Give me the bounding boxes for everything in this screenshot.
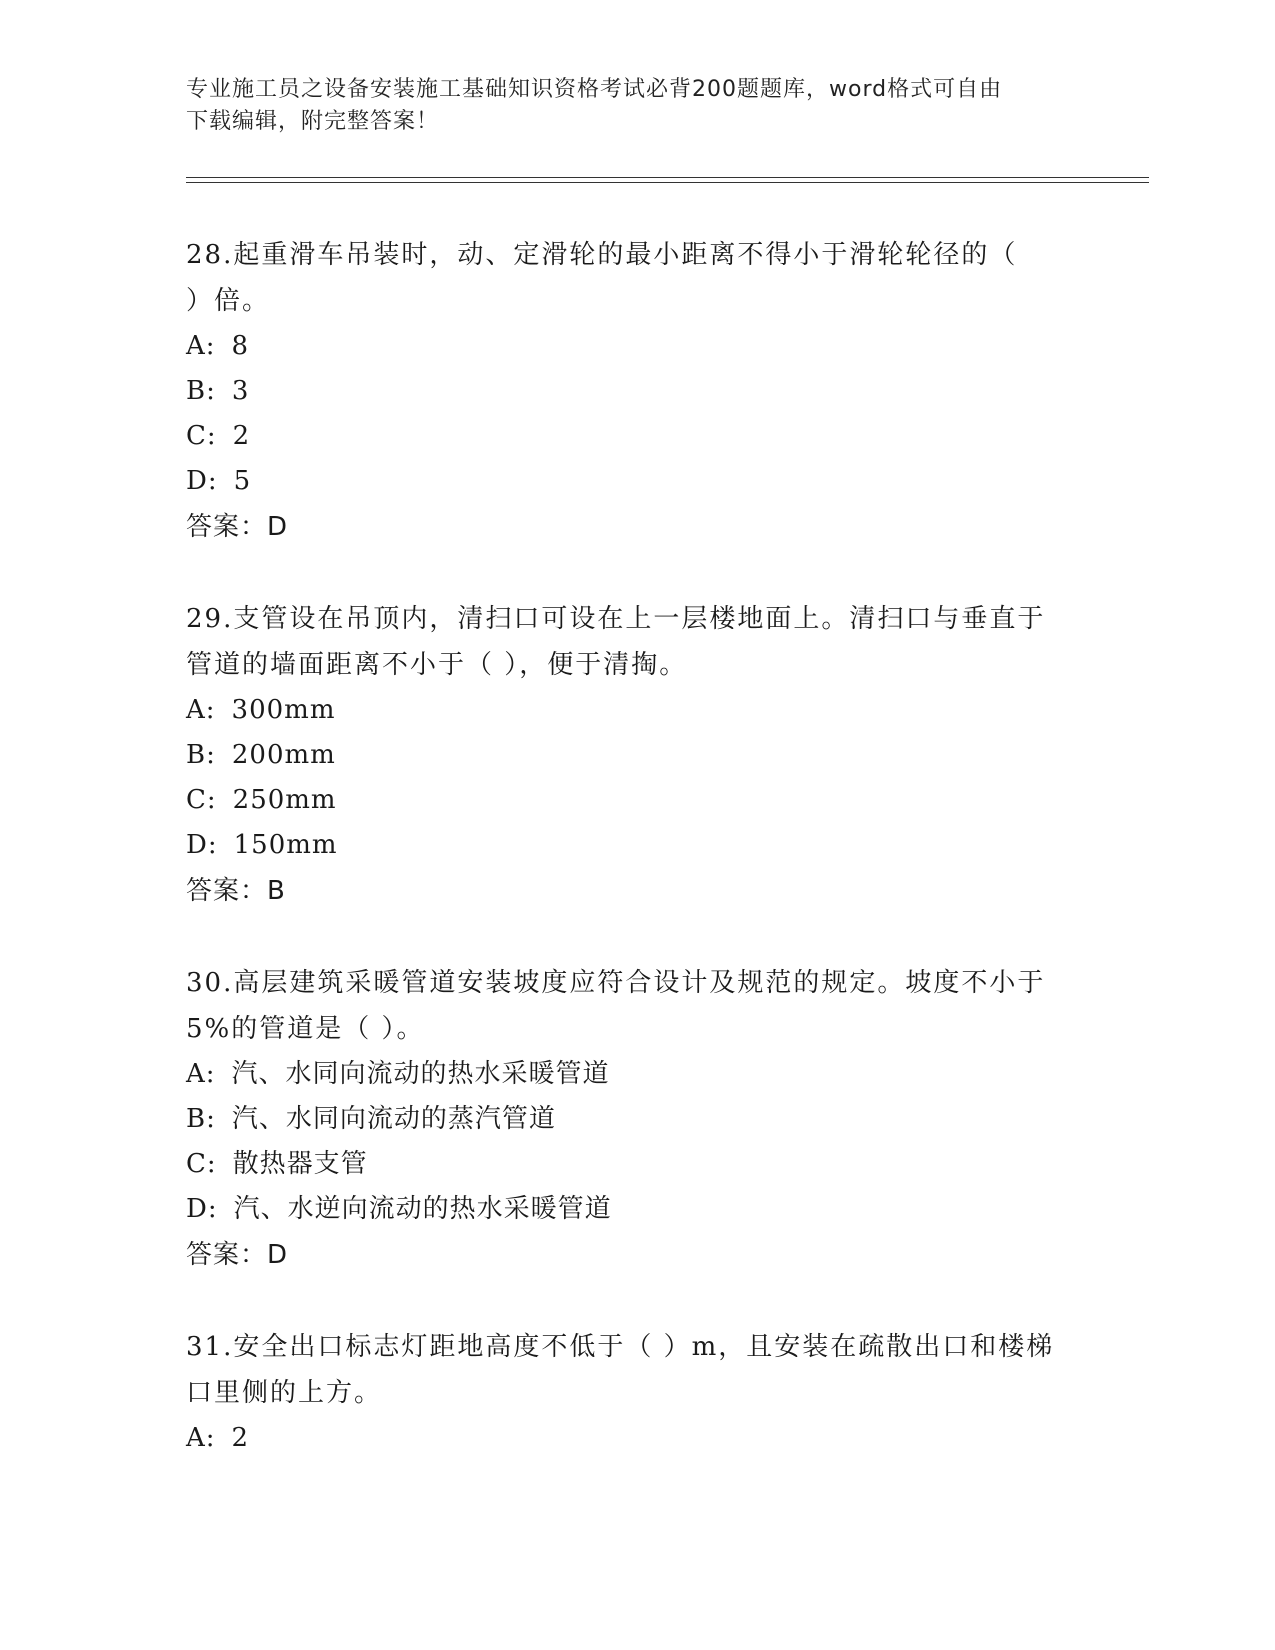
- option-value: 5: [233, 466, 252, 496]
- option-value: 200mm: [231, 740, 336, 770]
- option-value: 汽、水同向流动的热水采暖管道: [231, 1059, 610, 1089]
- question-30: [186, 960, 1086, 1278]
- option-value: 250mm: [232, 785, 337, 815]
- question-text: [186, 960, 1086, 1052]
- document-header: [186, 74, 1066, 138]
- option-letter: D:: [186, 1194, 218, 1224]
- answer-line: 答案：B: [186, 876, 286, 906]
- header-line-1: 专业施工员之设备安装施工基础知识资格考试必背200题题库，word格式可自由: [186, 77, 1003, 102]
- question-number: 29.: [186, 604, 234, 634]
- question-number: 30.: [186, 968, 234, 998]
- option-d: [186, 1187, 1086, 1232]
- question-text-line-2: 管道的墙面距离不小于（ ），便于清掏。: [186, 650, 688, 680]
- option-letter: B:: [186, 740, 216, 770]
- question-text-line-1: 支管设在吊顶内，清扫口可设在上一层楼地面上。清扫口与垂直于: [233, 604, 1046, 634]
- option-c: [186, 778, 1086, 823]
- option-letter: D:: [186, 830, 218, 860]
- question-text: [186, 232, 1086, 324]
- option-d: [186, 823, 1086, 868]
- header-divider-bottom: [186, 182, 1149, 183]
- option-letter: B:: [186, 376, 216, 406]
- option-c: [186, 414, 1086, 459]
- option-value: 150mm: [233, 830, 338, 860]
- question-text-line-2: 口里侧的上方。: [186, 1378, 383, 1408]
- question-28: [186, 232, 1086, 550]
- option-b: [186, 369, 1086, 414]
- header-line-2: 下载编辑，附完整答案！: [186, 109, 440, 134]
- option-value: 2: [232, 421, 251, 451]
- option-value: 汽、水逆向流动的热水采暖管道: [233, 1194, 612, 1224]
- option-c: [186, 1142, 1086, 1187]
- option-value: 8: [231, 331, 250, 361]
- option-d: [186, 459, 1086, 504]
- question-text: [186, 1324, 1086, 1416]
- option-value: 3: [231, 376, 250, 406]
- option-b: [186, 1097, 1086, 1142]
- question-text-line-1: 安全出口标志灯距地高度不低于（ ）m，且安装在疏散出口和楼梯: [233, 1332, 1055, 1362]
- option-letter: C:: [186, 421, 217, 451]
- answer-line: 答案：D: [186, 1240, 289, 1270]
- option-value: 散热器支管: [232, 1149, 368, 1179]
- option-letter: A:: [186, 331, 216, 361]
- question-29: [186, 596, 1086, 914]
- option-a: [186, 1416, 1086, 1461]
- option-letter: A:: [186, 1423, 216, 1453]
- question-number: 31.: [186, 1332, 234, 1362]
- answer-line: 答案：D: [186, 512, 289, 542]
- question-text-line-2: ）倍。: [186, 286, 271, 316]
- option-letter: A:: [186, 1059, 216, 1089]
- option-a: [186, 324, 1086, 369]
- option-letter: B:: [186, 1104, 216, 1134]
- question-text: [186, 596, 1086, 688]
- option-b: [186, 733, 1086, 778]
- option-value: 300mm: [231, 695, 336, 725]
- question-text-line-1: 起重滑车吊装时，动、定滑轮的最小距离不得小于滑轮轮径的（: [233, 240, 1018, 270]
- option-letter: D:: [186, 466, 218, 496]
- question-text-line-2: 5%的管道是（ ）。: [186, 1014, 425, 1044]
- question-31: [186, 1324, 1086, 1461]
- option-letter: A:: [186, 695, 216, 725]
- option-a: [186, 1052, 1086, 1097]
- header-divider-top: [186, 177, 1149, 178]
- option-value: 2: [231, 1423, 250, 1453]
- option-letter: C:: [186, 1149, 217, 1179]
- question-number: 28.: [186, 240, 234, 270]
- option-value: 汽、水同向流动的蒸汽管道: [231, 1104, 556, 1134]
- option-a: [186, 688, 1086, 733]
- question-text-line-1: 高层建筑采暖管道安装坡度应符合设计及规范的规定。坡度不小于: [233, 968, 1046, 998]
- option-letter: C:: [186, 785, 217, 815]
